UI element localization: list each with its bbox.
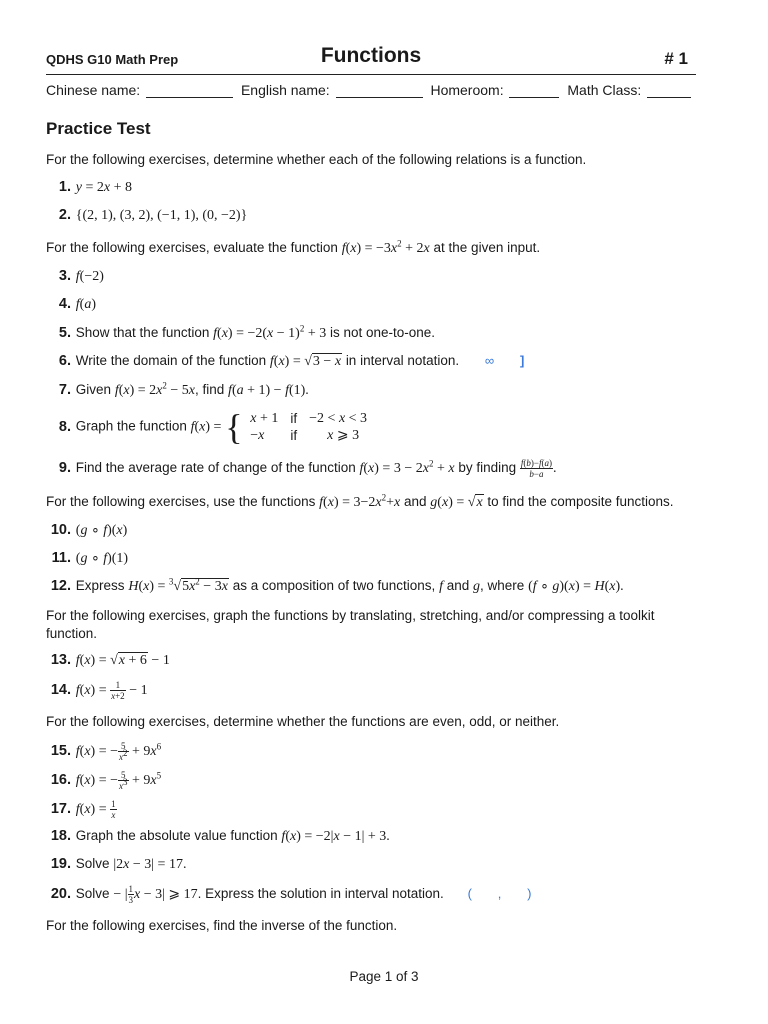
math-class-blank[interactable] [647,83,691,98]
question-number: 4. [58,296,71,312]
question-4: 4. f(a) [46,296,96,313]
question-3: 3. f(−2) [46,268,104,285]
question-13: 13. f(x) = √x + 6 − 1 [46,652,170,669]
question-5: 5. Show that the function $f(x) = -2(x - 1)^2 + 3$ is not one-to-one. [46,325,435,342]
student-info-line [46,82,695,98]
instruction-6: For the following exercises, find the inverse of the function. [46,918,398,933]
instruction-2: For the following exercises, evaluate the function $f(x) = -3x^2 + 2x$ at the given input. [46,238,541,256]
question-number: 11. [51,550,71,566]
english-name-label: English name: [240,82,330,98]
question-15: 15. f(x) = − $\frac{5}{x^2}$ + $9x^6$ [46,741,161,762]
page-title: Functions [320,44,422,67]
question-11: 11. (g ∘ f)(1) [46,550,128,567]
question-7: 7. Given $f(x) = 2x^2 - 5x$, find f(a + 1) − f(1). [46,382,309,399]
math-class-label: Math Class: [567,82,642,98]
question-8: 8. Graph the function f(x) = { x + 1 if −2 < x < 3 −x if x ⩾ 3 [46,409,375,445]
question-number: 17. [50,801,71,818]
handwritten-bracket: ] [519,353,525,368]
homeroom-label: Homeroom: [430,82,504,98]
english-name-blank[interactable] [336,83,423,98]
handwritten-close-paren: ) [527,886,532,902]
question-12: 12. Express $H(x) = ^3√5x^2 - 3x$ as a composition of two functions, f and g, where (f ∘ g)(x) = H(x). [46,578,624,595]
question-number: 5. [58,325,71,341]
question-20: 20. Solve − | $\frac{1}{3}$ x − 3| ⩾ 17. Express the solution in interval notation. ( , ) [46,884,531,905]
page-header [46,44,696,75]
question-17: 17. f(x) = $\frac{1}{x}$ [46,799,117,820]
question-9: 9. Find the average rate of change of the function $f(x) = 3 - 2x^2 + x$ by finding $\frac{f(b)-f(a)}{b-a}$ . [46,458,557,479]
test-number: # 1 [664,49,688,68]
instruction-3: For the following exercises, use the functions $f(x) = 3-2x^2+x$ and g(x) = √x to find the composite functions. [46,492,674,510]
question-number: 10. [50,522,71,538]
question-number: 15. [50,743,71,760]
rate-fraction: $\frac{f(b)-f(a)}{b-a}$ [520,458,552,479]
question-number: 6. [58,353,71,369]
question-10: 10. (g ∘ f)(x) [46,522,127,539]
chinese-name-label: Chinese name: [46,82,141,98]
question-number: 18. [50,828,71,844]
instruction-1: For the following exercises, determine whether each of the following relations is a function. [46,152,587,167]
instruction-4: For the following exercises, graph the functions by translating, stretching, and/or compressing a toolkit function. [46,608,655,641]
question-16: 16. f(x) = − $\frac{5}{x^3}$ + $9x^5$ [46,770,161,791]
page-footer: Page 1 of 3 [349,969,419,984]
question-2: 2. {(2, 1), (3, 2), (−1, 1), (0, −2)} [46,207,247,224]
question-1: 1. y = 2x + 8 [46,179,132,196]
question-number: 2. [58,207,71,223]
chinese-name-blank[interactable] [146,83,233,98]
question-number: 20. [50,886,71,903]
homeroom-blank[interactable] [509,83,559,98]
piecewise-function: { x + 1 if −2 < x < 3 −x if x ⩾ 3 [225,407,368,447]
handwritten-infinity: ∞ [484,353,495,368]
question-number: 9. [58,460,71,477]
question-number: 14. [50,682,71,699]
handwritten-comma: , [497,886,502,902]
instruction-5: For the following exercises, determine whether the functions are even, odd, or neither. [46,714,560,729]
handwritten-open-paren: ( [467,886,472,902]
question-number: 12. [50,578,71,594]
question-number: 3. [58,268,71,284]
question-19: 19. Solve |2x − 3| = 17. [46,856,186,873]
question-number: 13. [50,652,71,668]
course-name: QDHS G10 Math Prep [46,52,179,67]
question-number: 16. [50,772,71,789]
question-6: 6. Write the domain of the function f(x) = √3 − x in interval notation. ∞ ] [46,353,524,370]
question-18: 18. Graph the absolute value function f(x) = −2|x − 1| + 3. [46,828,390,845]
question-14: 14. f(x) = $\frac{1}{x+2}$ − 1 [46,680,148,701]
question-number: 7. [58,382,71,398]
question-number: 1. [58,179,71,195]
section-title: Practice Test [46,119,151,138]
question-number: 19. [50,856,71,872]
question-number: 8. [58,418,71,435]
